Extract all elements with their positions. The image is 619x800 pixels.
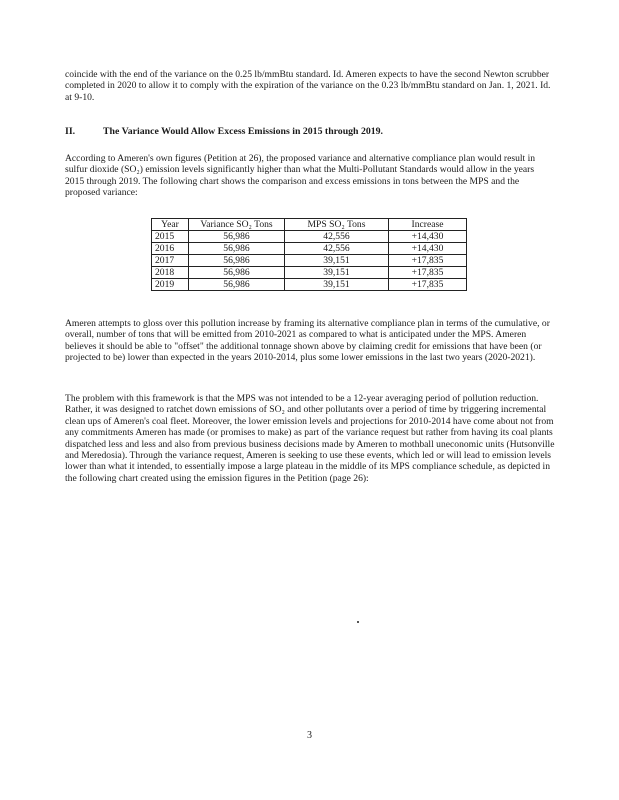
emissions-comparison-table (151, 218, 467, 291)
section-heading (65, 126, 383, 137)
cell-mps: 39,151 (285, 267, 389, 279)
cell-year: 2017 (152, 255, 189, 267)
paragraph-framework-problem: The problem with this framework is that the MPS was not intended to be a 12-year averaging period of pollution reduction. Rather, it was designed to ratchet down emissions of SO₂ and other pollutants over a period of time by triggering incremental clean ups of Ameren's coal fleet. Moreover, the lower emission levels and projections for 2010-2014 have come about not from any commitments Ameren has made (or promises to make) as part of the variance request but rather from having its coal plants dispatched less and less and also from previous business decisions made by Ameren to mothball uneconomic units (Hutsonville and Meredosia). Through the variance request, Ameren is seeking to use these events, which led or will lead to emission levels lower than what it intended, to essentially impose a large plateau in the middle of its MPS compliance schedule, as depicted in the following chart created using the emission figures in the Petition (page 26): (65, 393, 555, 484)
cell-increase: +17,835 (389, 267, 467, 279)
table-row (152, 231, 467, 243)
paragraph-variance-end: coincide with the end of the variance on the 0.25 lb/mmBtu standard. Id. Ameren expects to have the second Newton scrubber completed in 2020 to allow it to comply with the expiration of the variance on the 0.23 lb/mmBtu standard on Jan. 1, 2021. Id. at 9-10. (65, 69, 551, 103)
header-year: Year (152, 219, 189, 231)
cell-increase: +14,430 (389, 231, 467, 243)
cell-year: 2015 (152, 231, 189, 243)
cell-variance: 56,986 (189, 243, 285, 255)
cell-increase: +14,430 (389, 243, 467, 255)
cell-year: 2018 (152, 267, 189, 279)
table-row (152, 255, 467, 267)
header-variance: Variance SO₂ Tons (189, 219, 285, 231)
cell-variance: 56,986 (189, 267, 285, 279)
stray-mark (357, 621, 359, 623)
cell-year: 2016 (152, 243, 189, 255)
header-increase: Increase (389, 219, 467, 231)
table-row (152, 267, 467, 279)
cell-mps: 39,151 (285, 255, 389, 267)
cell-increase: +17,835 (389, 279, 467, 291)
paragraph-gloss-over: Ameren attempts to gloss over this pollution increase by framing its alternative compliance plan in terms of the cumulative, or overall, number of tons that will be emitted from 2010-2021 as compared to what is anticipated under the MPS. Ameren believes it should be able to "offset" the additional tonnage shown above by claiming credit for emissions that have been (or projected to be) lower than expected in the years 2010-2014, plus some lower emissions in the last two years (2020-2021). (65, 318, 550, 364)
section-number: II. (65, 126, 76, 137)
header-mps: MPS SO₂ Tons (285, 219, 389, 231)
cell-variance: 56,986 (189, 255, 285, 267)
section-title: The Variance Would Allow Excess Emissions in 2015 through 2019. (103, 126, 383, 137)
cell-mps: 39,151 (285, 279, 389, 291)
cell-increase: +17,835 (389, 255, 467, 267)
cell-mps: 42,556 (285, 243, 389, 255)
cell-variance: 56,986 (189, 279, 285, 291)
cell-variance: 56,986 (189, 231, 285, 243)
cell-mps: 42,556 (285, 231, 389, 243)
paragraph-ameren-figures: According to Ameren's own figures (Petition at 26), the proposed variance and alternative compliance plan would result in sulfur dioxide (SO₂) emission levels significantly higher than what the Multi-Pollutant Standards would allow in the years 2015 through 2019. The following chart shows the comparison and excess emissions in tons between the MPS and the proposed variance: (65, 153, 536, 199)
page-number: 3 (307, 730, 312, 741)
table-row (152, 279, 467, 291)
table-header-row (152, 219, 467, 231)
table-row (152, 243, 467, 255)
cell-year: 2019 (152, 279, 189, 291)
